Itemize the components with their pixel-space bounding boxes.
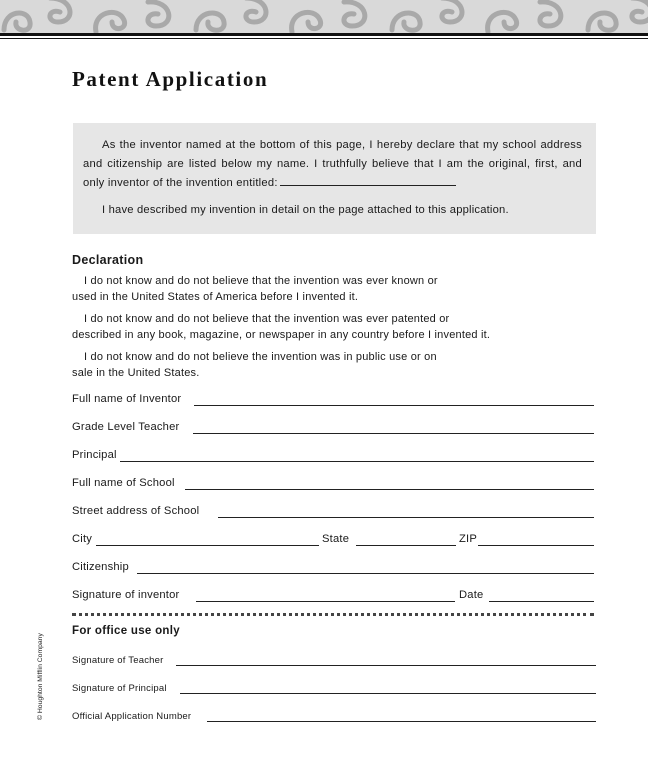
- grade-level-teacher-field[interactable]: [193, 433, 594, 434]
- declaration-statement-1: I do not know and do not believe that the invention was ever known or used in the United States of America before I invented it.: [72, 275, 438, 303]
- date-field[interactable]: [489, 601, 594, 602]
- principal-signature-label: Signature of Principal: [72, 683, 167, 694]
- citizenship-label: Citizenship: [72, 561, 129, 573]
- zip-field[interactable]: [478, 545, 594, 546]
- attachment-note: I have described my invention in detail on the page attached to this application.: [102, 204, 509, 216]
- declaration-statement-3: I do not know and do not believe the invention was in public use or on sale in the United States.: [72, 351, 437, 379]
- signature-label: Signature of inventor: [72, 589, 180, 601]
- state-field[interactable]: [356, 545, 456, 546]
- signature-field[interactable]: [196, 601, 455, 602]
- header-rule-thin: [0, 38, 648, 39]
- zip-label: ZIP: [459, 533, 478, 545]
- teacher-signature-label: Signature of Teacher: [72, 655, 164, 666]
- page-title: Patent Application: [72, 67, 269, 91]
- citizenship-field[interactable]: [137, 573, 594, 574]
- city-field[interactable]: [96, 545, 319, 546]
- declaration-statement-2: I do not know and do not believe that the invention was ever patented or described in any book, magazine, or newspaper in any country before I invented it.: [72, 313, 491, 341]
- invention-title-field[interactable]: [280, 175, 456, 186]
- teacher-signature-field[interactable]: [176, 665, 596, 666]
- state-label: State: [322, 533, 350, 545]
- swirl-pattern-icon: [0, 0, 648, 34]
- declaration-statement-text: As the inventor named at the bottom of this page, I hereby declare that my school address and citizenship are listed below my name. I truthfully believe that I am the original, first, and only inventor of the invention entitled:: [83, 139, 582, 189]
- header-swirl-band: [0, 0, 648, 34]
- header-rule-thick: [0, 33, 648, 36]
- principal-field[interactable]: [120, 461, 594, 462]
- application-number-field[interactable]: [207, 721, 596, 722]
- copyright-notice: © Houghton Mifflin Company: [37, 633, 44, 720]
- office-use-heading: For office use only: [72, 625, 180, 637]
- date-label: Date: [459, 589, 484, 601]
- section-divider: [72, 613, 594, 616]
- inventor-name-label: Full name of Inventor: [72, 393, 182, 405]
- principal-signature-field[interactable]: [180, 693, 596, 694]
- grade-level-teacher-label: Grade Level Teacher: [72, 421, 180, 433]
- principal-label: Principal: [72, 449, 117, 461]
- declaration-heading: Declaration: [72, 253, 144, 267]
- city-label: City: [72, 533, 93, 545]
- street-address-field[interactable]: [218, 517, 594, 518]
- street-address-label: Street address of School: [72, 505, 200, 517]
- application-number-label: Official Application Number: [72, 711, 192, 722]
- declaration-box: [73, 123, 596, 234]
- school-name-field[interactable]: [185, 489, 594, 490]
- inventor-name-field[interactable]: [194, 405, 594, 406]
- school-name-label: Full name of School: [72, 477, 175, 489]
- declaration-statement: [83, 136, 582, 193]
